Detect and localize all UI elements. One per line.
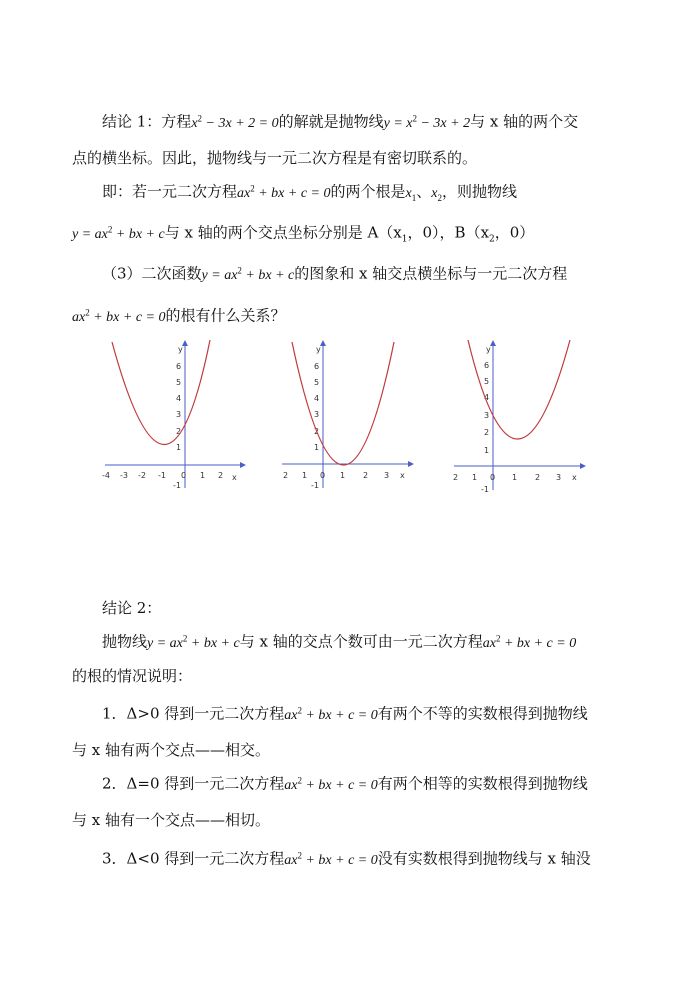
parabola-formula: $y = ax^2$ + bx + c — [147, 633, 240, 651]
equation: $x^2 - 3x + 2 = 0$ — [191, 113, 279, 131]
y-tick-label: 6 — [314, 362, 320, 371]
text: 与 x 轴的两个交 — [470, 112, 579, 131]
y-ticks — [481, 361, 489, 494]
parabola-curve — [112, 340, 210, 445]
x-tick-label: 1 — [472, 473, 478, 482]
x-tick-label: 0 — [181, 471, 187, 480]
y-tick-label: 4 — [484, 393, 490, 402]
paragraph-line: 的根的情况说明： — [72, 667, 193, 685]
y-tick-label: 1 — [484, 446, 490, 455]
y-tick-label: 4 — [314, 394, 320, 403]
graph-two-intersections — [100, 338, 245, 498]
roots-line: 即：若一元二次方程$ax^2$ + bx + c = 0的两个根是$x_1$、$x_2$，则抛物线 — [102, 182, 517, 203]
y-tick-label: 6 — [176, 362, 182, 371]
parabola-formula: $y = x^2 - 3x + 2$ — [383, 113, 471, 131]
x-axis-label: x — [232, 473, 237, 482]
graph-no-intersection — [452, 338, 587, 498]
parabola-curve — [292, 342, 394, 465]
y-axis-arrow-icon — [320, 340, 326, 346]
y-tick-label: 1 — [176, 443, 182, 452]
case-2-result: 与 x 轴有一个交点——相切。 — [72, 811, 270, 829]
x-tick-label: -2 — [138, 471, 146, 480]
y-axis-label: y — [178, 345, 183, 354]
text: 结论 1：方程 — [102, 112, 192, 131]
conclusion-1-line — [102, 108, 696, 134]
x-axis-arrow-icon — [240, 462, 246, 468]
x-ticks — [283, 471, 389, 480]
case-1-line: 1．Δ>0 得到一元二次方程$ax^2$ + bx + c = 0有两个不等的实数根得到抛物线 — [102, 704, 588, 723]
x-tick-label: 2 — [283, 471, 289, 480]
x-tick-label: 1 — [512, 473, 518, 482]
y-axis-label: y — [486, 345, 491, 354]
x-tick-label: 3 — [384, 471, 390, 480]
x-axis-label: x — [400, 471, 405, 480]
x-tick-label: 1 — [340, 471, 346, 480]
paragraph-line: 点的横坐标。因此，抛物线与一元二次方程是有密切联系的。 — [72, 149, 478, 167]
question-3-line: （3）二次函数$y = ax^2$ + bx + c的图象和 x 轴交点横坐标与一元二次方程 — [102, 264, 568, 283]
text: 的解就是抛物线 — [278, 112, 384, 131]
y-tick-label: 3 — [314, 410, 320, 419]
case-3-line: 3．Δ<0 得到一元二次方程$ax^2$ + bx + c = 0没有实数根得到抛物线与 x 轴没 — [102, 849, 591, 868]
y-tick-label: 2 — [484, 428, 490, 437]
intersection-line: $y = ax^2$ + bx + c与 x 轴的两个交点坐标分别是 $A(x_1$，0），$B(x_2$，0） — [72, 223, 535, 245]
y-tick-label: 1 — [314, 443, 320, 452]
y-tick-label: 5 — [176, 378, 182, 387]
x-tick-label: 1 — [200, 471, 206, 480]
x-tick-label: 2 — [363, 471, 369, 480]
y-tick-label: 4 — [176, 394, 182, 403]
graph-one-intersection — [280, 338, 415, 498]
y-tick-label: 6 — [484, 361, 490, 370]
x-ticks — [102, 471, 223, 480]
equation: $ax^2$ + bx + c = 0 — [284, 775, 378, 793]
x-tick-label: -4 — [102, 471, 110, 480]
x-tick-label: -1 — [158, 471, 166, 480]
y-axis-arrow-icon — [490, 340, 496, 346]
x-tick-label: 0 — [490, 473, 496, 482]
root-x1: $x_1$ — [405, 185, 417, 203]
root-x2: $x_2$ — [431, 185, 442, 203]
x-tick-label: 0 — [320, 471, 326, 480]
x-axis-label: x — [572, 473, 577, 482]
x-tick-label: 2 — [218, 471, 224, 480]
y-tick-label: -1 — [311, 481, 319, 490]
conclusion-2-title: 结论 2： — [102, 599, 162, 617]
conclusion-2-line: 抛物线$y = ax^2$ + bx + c与 x 轴的交点个数可由一元二次方程$ax^2$ + bx + c = 0 — [102, 632, 577, 651]
case-1-result: 与 x 轴有两个交点——相交。 — [72, 741, 270, 759]
y-tick-label: 3 — [176, 410, 182, 419]
parabola-curve — [468, 340, 570, 439]
y-axis-label: y — [316, 345, 321, 354]
equation: $ax^2$ + bx + c = 0 — [482, 633, 577, 651]
x-tick-label: 3 — [556, 473, 562, 482]
y-tick-label: 2 — [314, 427, 320, 436]
x-tick-label: -3 — [120, 471, 128, 480]
function-formula: $y = ax^2$ + bx + c — [201, 265, 295, 283]
x-ticks — [453, 473, 561, 482]
y-tick-label: -1 — [481, 485, 489, 494]
x-tick-label: 1 — [302, 471, 308, 480]
y-tick-label: 5 — [484, 377, 490, 386]
y-tick-label: 3 — [484, 411, 490, 420]
case-2-line: 2．Δ=0 得到一元二次方程$ax^2$ + bx + c = 0有两个相等的实数根得到抛物线 — [102, 774, 588, 793]
equation: $ax^2$ + bx + c = 0 — [237, 183, 331, 201]
parabola-formula: $y = ax^2$ + bx + c — [72, 224, 165, 242]
y-axis-arrow-icon — [182, 340, 188, 346]
x-axis-arrow-icon — [408, 461, 414, 467]
x-axis-arrow-icon — [580, 463, 586, 469]
y-tick-label: 2 — [176, 427, 182, 436]
equation: $ax^2$ + bx + c = 0 — [284, 705, 378, 723]
y-ticks — [173, 362, 181, 490]
y-tick-label: -1 — [173, 481, 181, 490]
equation: $ax^2$ + bx + c = 0 — [72, 307, 166, 325]
question-3-line-2: $ax^2$ + bx + c = 0的根有什么关系？ — [72, 306, 286, 325]
x-tick-label: 2 — [535, 473, 541, 482]
equation: $ax^2$ + bx + c = 0 — [284, 850, 378, 868]
y-tick-label: 5 — [314, 378, 320, 387]
x-tick-label: 2 — [453, 473, 459, 482]
